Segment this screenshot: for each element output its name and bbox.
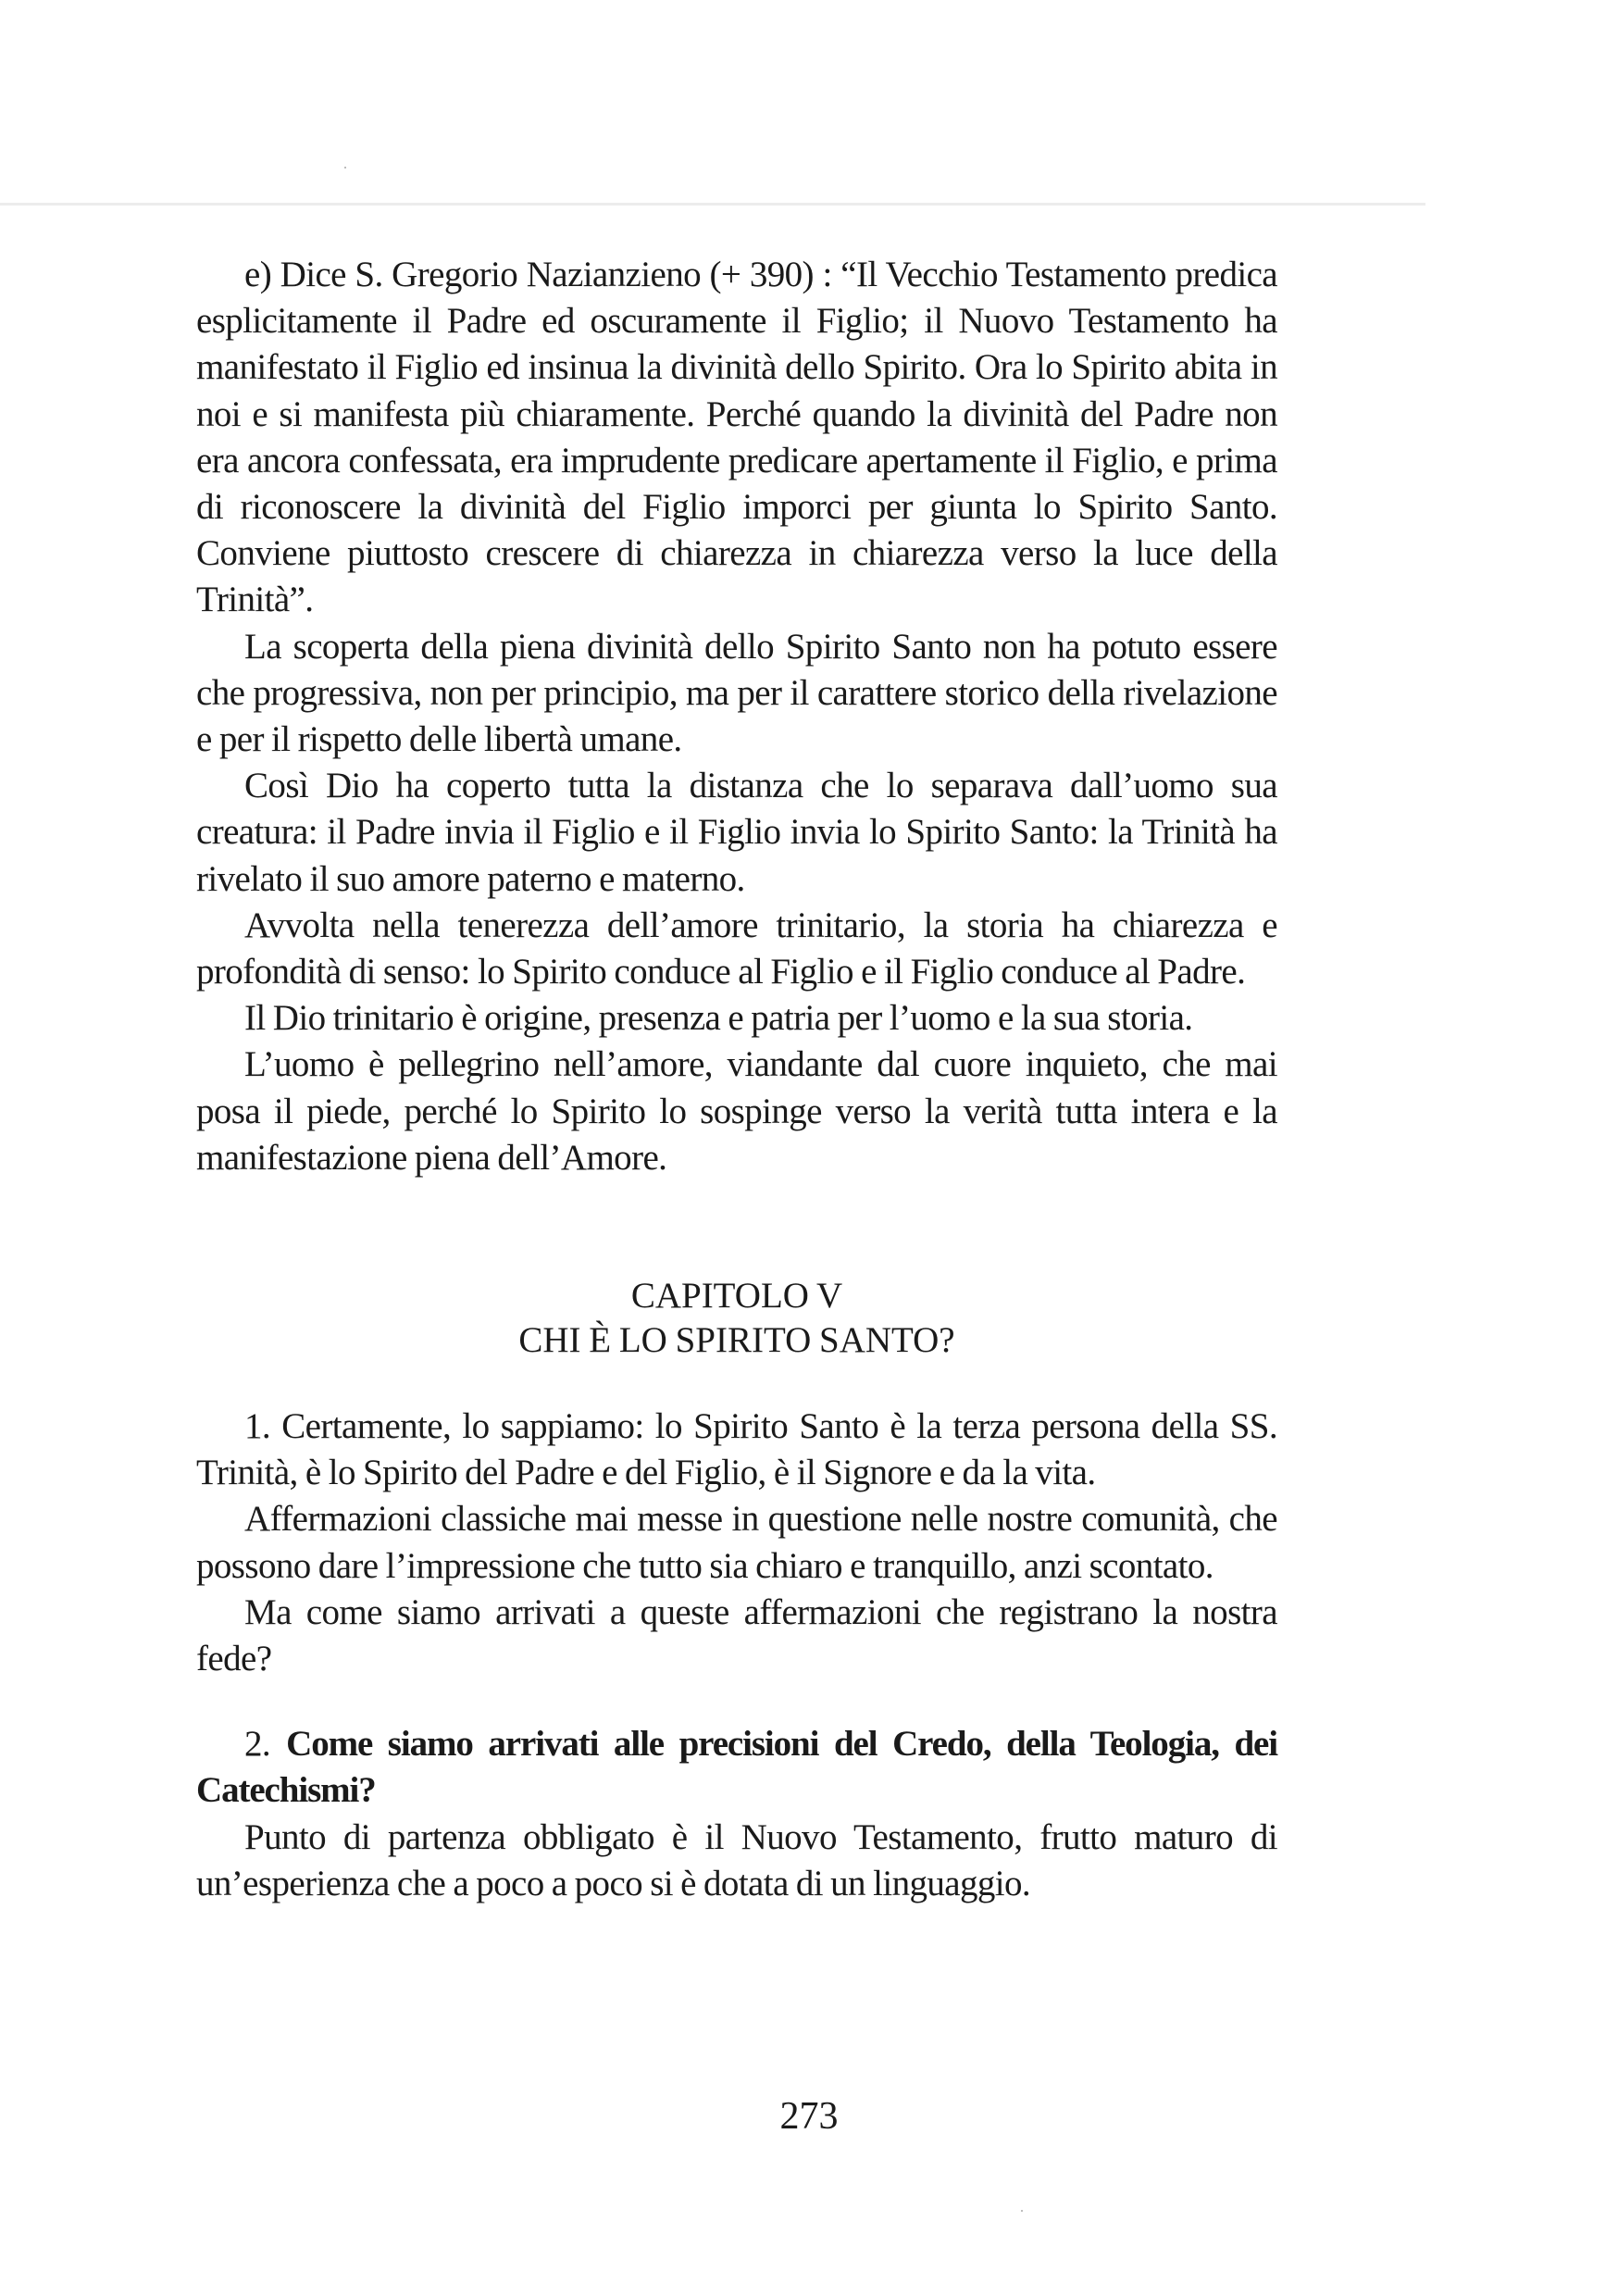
scan-speck-top: [344, 167, 346, 168]
body-paragraph: Punto di partenza obbligato è il Nuovo Testamento, frutto maturo di un’esperienza che a poco a poco si è dotata di un linguaggio.: [196, 1816, 1277, 1903]
body-paragraph: Il Dio trinitario è origine, presenza e patria per l’uomo e la sua storia.: [244, 998, 1193, 1039]
body-paragraph: La scoperta della piena divinità dello Spirito Santo non ha potuto essere che progressiva, non per principio, ma per il carattere storico della rivelazione e per il rispetto delle libertà umane.: [196, 626, 1277, 760]
quote-paragraph: e) Dice S. Gregorio Nazianzieno (+ 390) : “Il Vecchio Testamento predica esplicitamente il Padre ed oscuramente il Figlio; il Nuovo Testamento ha manifestato il Figlio ed insinua la divinità dello Spirito. Ora lo Spirito abita in noi e si manifesta più chiaramente. Perché quando la divinità del Padre non era ancora confessata, era imprudente predicare apertamente il Figlio, e prima di riconoscere la divinità del Figlio imporci per giunta lo Spirito Santo. Conviene piuttosto crescere di chiarezza in chiarezza verso la luce della Trinità”.: [196, 255, 1277, 620]
page-body: [196, 252, 1277, 1907]
body-paragraph: Ma come siamo arrivati a queste affermazioni che registrano la nostra fede?: [196, 1591, 1277, 1679]
section-heading-paragraph: [196, 1721, 1277, 1814]
scan-speck-bottom: [1021, 2210, 1023, 2212]
section-heading: Come siamo arrivati alle precisioni del Credo, della Teologia, dei Catechismi?: [196, 1724, 1278, 1811]
page-number: 273: [779, 2095, 839, 2138]
section-number: 2.: [244, 1724, 271, 1765]
spacer: [196, 1682, 1277, 1721]
scan-edge-rule: [0, 203, 1425, 206]
body-paragraph: Avvolta nella tenerezza dell’amore trinitario, la storia ha chiarezza e profondità di senso: lo Spirito conduce al Figlio e il Figlio conduce al Padre.: [196, 905, 1277, 992]
chapter-heading: [196, 1274, 1277, 1363]
body-paragraph: Affermazioni classiche mai messe in questione nelle nostre comunità, che possono dare l’impressione che tutto sia chiaro e tranquillo, anzi scontato.: [196, 1499, 1277, 1586]
spacer: [196, 1363, 1277, 1404]
body-paragraph: L’uomo è pellegrino nell’amore, viandante dal cuore inquieto, che mai posa il piede, perché lo Spirito lo sospinge verso la verità tutta intera e la manifestazione piena dell’Amore.: [196, 1044, 1277, 1178]
chapter-label: CAPITOLO V: [630, 1276, 843, 1316]
body-paragraph: Così Dio ha coperto tutta la distanza che lo separava dall’uomo sua creatura: il Padre invia il Figlio e il Figlio invia lo Spirito Santo: la Trinità ha rivelato il suo amore paterno e materno.: [196, 766, 1277, 899]
chapter-title: CHI È LO SPIRITO SANTO?: [518, 1320, 955, 1361]
body-paragraph: 1. Certamente, lo sappiamo: lo Spirito Santo è la terza persona della SS. Trinità, è lo Spirito del Padre e del Figlio, è il Signore e da la vita.: [196, 1406, 1277, 1493]
